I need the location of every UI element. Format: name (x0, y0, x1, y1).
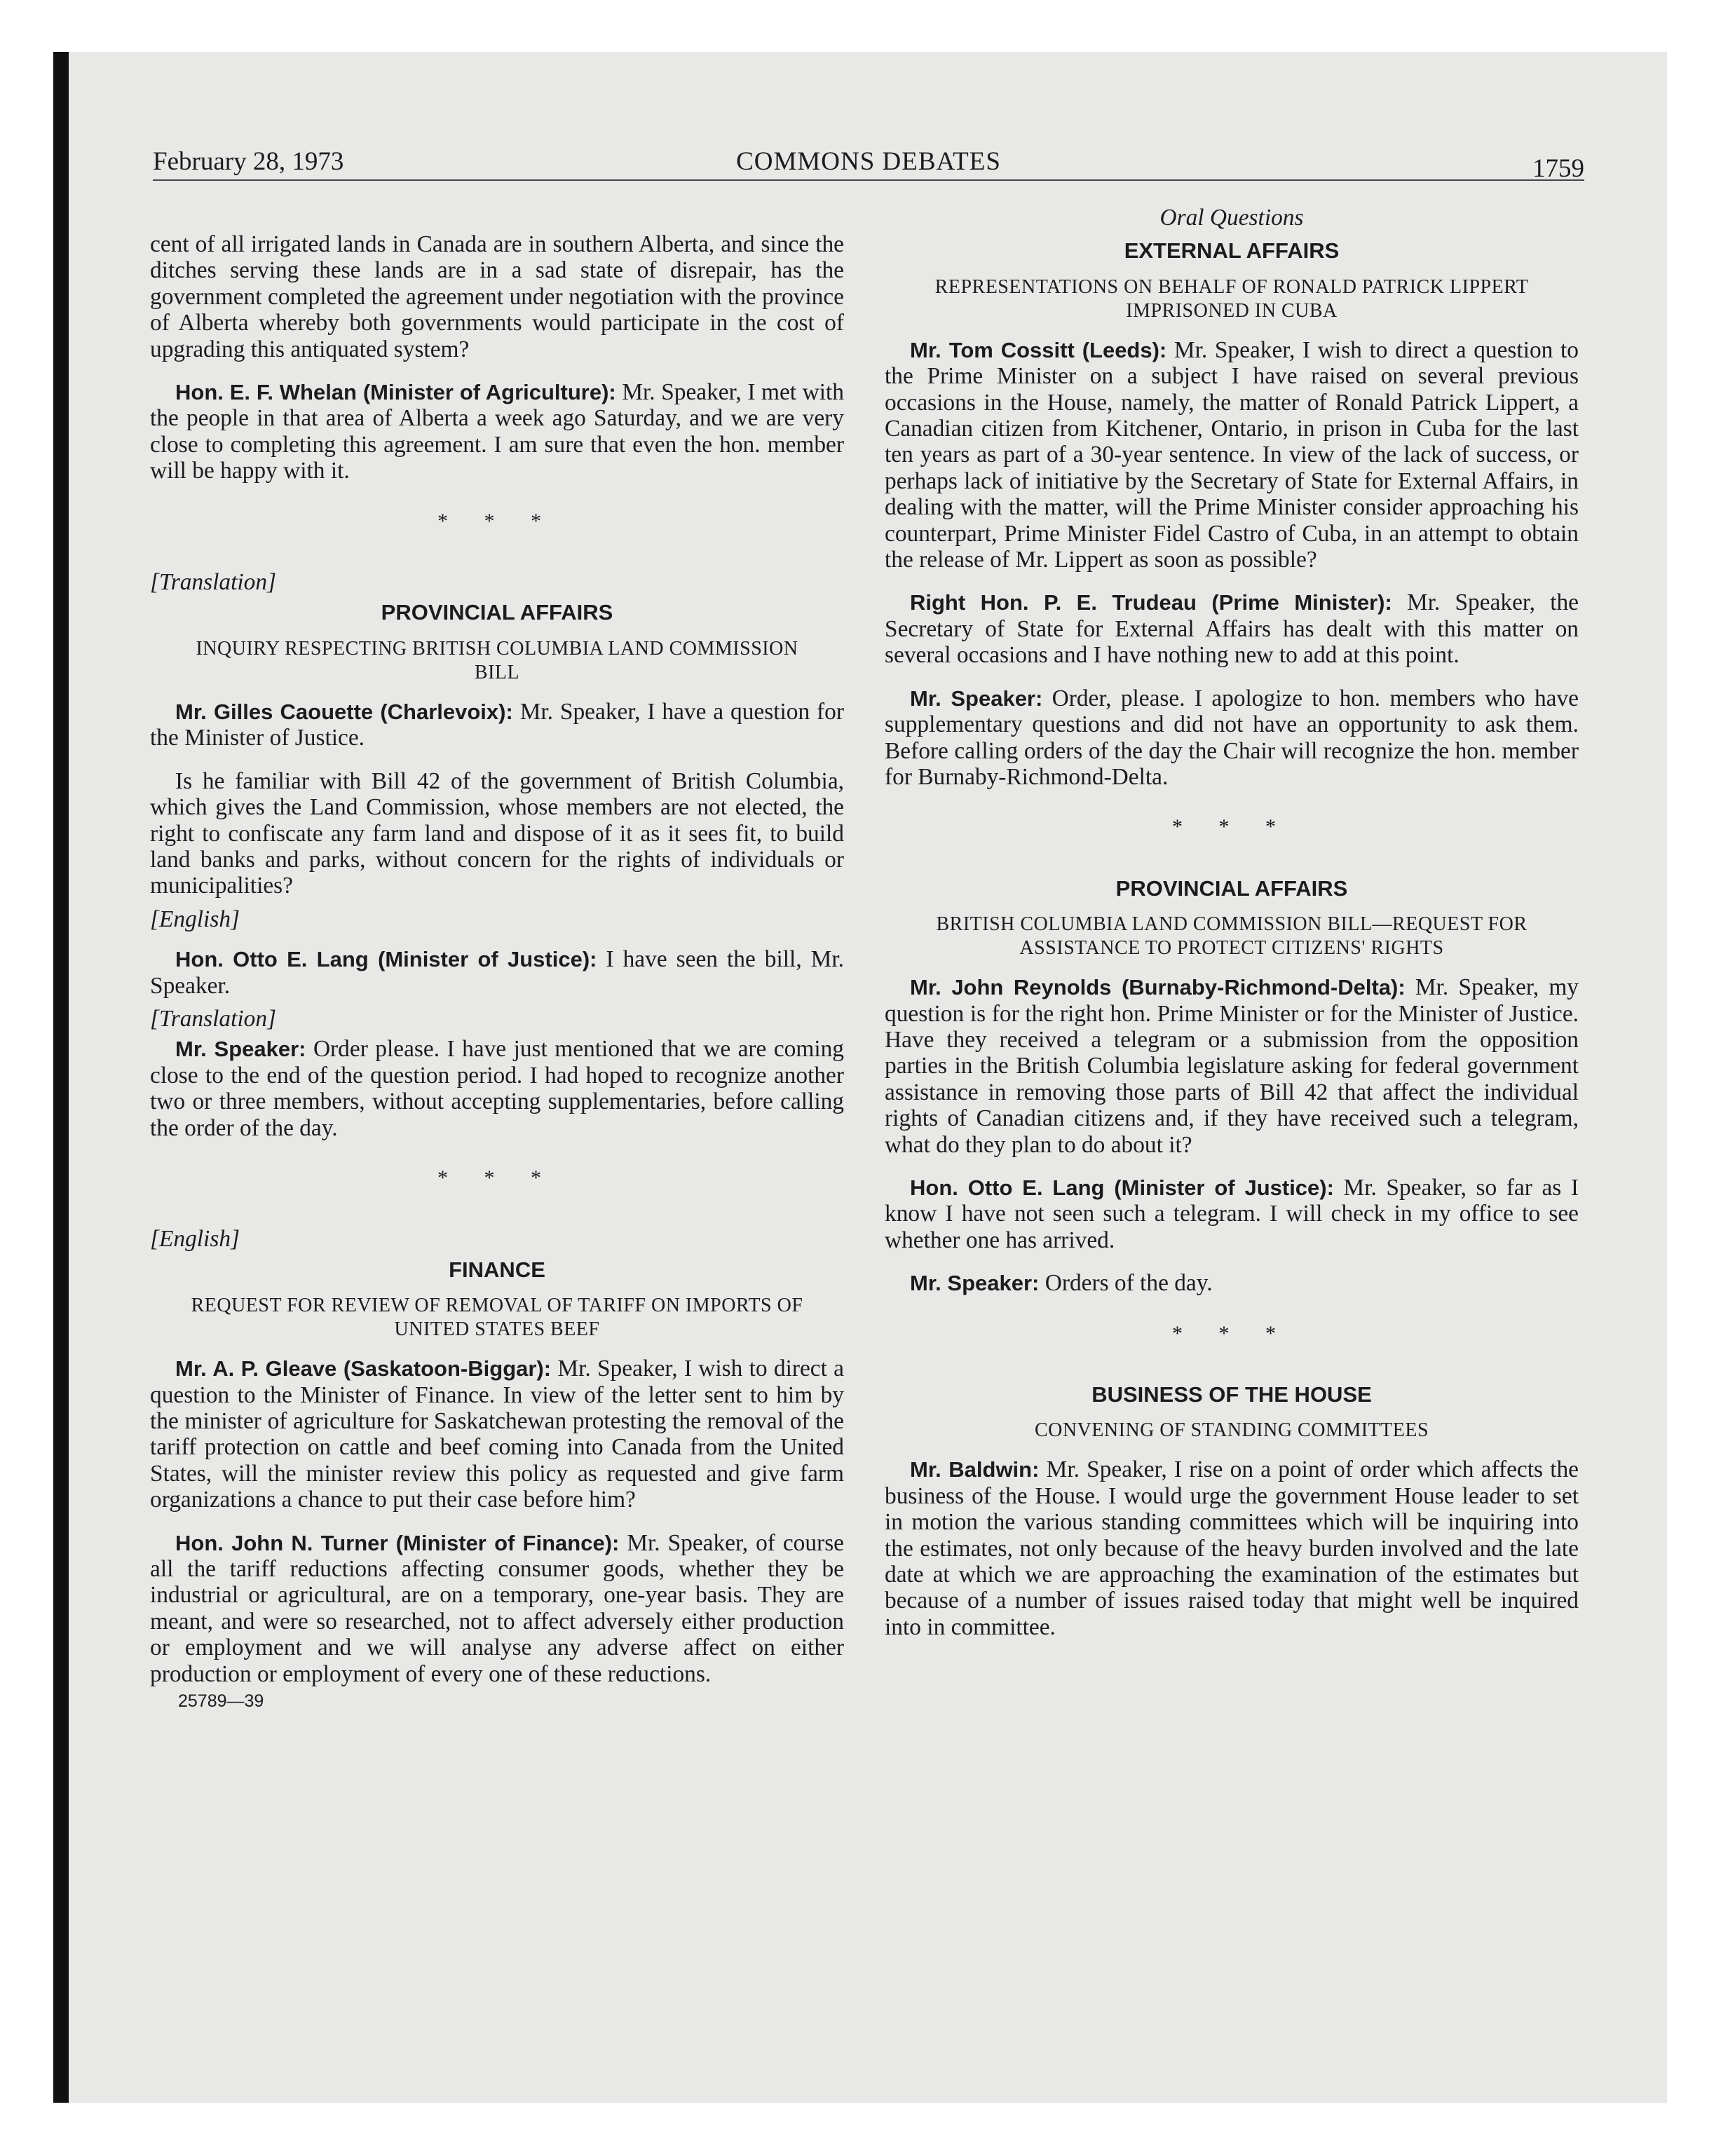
speech-text: I have seen the bill, Mr. Speaker. (150, 946, 844, 999)
speaker-name: Hon. Otto E. Lang (Minister of Justice): (175, 947, 597, 972)
language-tag: [Translation] (150, 569, 277, 596)
language-tag: [Translation] (150, 1005, 277, 1032)
section-separator: * * * (437, 1166, 557, 1189)
section-heading: BUSINESS OF THE HOUSE (1091, 1382, 1372, 1407)
binding-edge (53, 52, 69, 2103)
paragraph-turner (150, 1530, 844, 1687)
speaker-name: Mr. Speaker: (910, 1271, 1040, 1296)
paragraph-reynolds (885, 974, 1579, 1158)
speech-text: Order, please. I apologize to hon. members who have supplementary questions and did not have an opportunity to ask them. Before calling orders of the day the Chair will recognize the hon. member for Burnaby-Richmond-Delta. (885, 685, 1579, 790)
language-tag: [English] (150, 906, 240, 932)
speech-text: Mr. Speaker, my question is for the right hon. Prime Minister or for the Minister of Justice. Have they received a telegram or a submission from the opposition parties in the British Columbia legislature asking for federal government assistance in removing those parts of Bill 42 that affect the individual rights of Canadian citizens and, if they have received such a telegram, what do they plan to do about it? (885, 974, 1579, 1158)
speech-text: Mr. Speaker, the Secretary of State for External Affairs has dealt with this matter on several occasions and I have nothing new to add at this point. (885, 589, 1579, 669)
section-heading: FINANCE (449, 1257, 545, 1282)
speech-text: Mr. Speaker, so far as I know I have not seen such a telegram. I will check in my office to see whether one has arrived. (885, 1174, 1579, 1253)
section-subheading: CONVENING OF STANDING COMMITTEES (1034, 1419, 1429, 1442)
speech-text: Mr. Speaker, I met with the people in that area of Alberta a week ago Saturday, and we are very close to completing this agreement. I am sure that even the hon. member will be happy with it. (150, 379, 845, 484)
right-column (885, 205, 1579, 1657)
paragraph-speaker-orders (885, 1270, 1579, 1296)
paragraph-speaker (885, 685, 1579, 791)
language-tag: [English] (150, 1226, 240, 1253)
section-subheading: REPRESENTATIONS ON BEHALF OF RONALD PATRICK LIPPERT IMPRISONED IN CUBA (934, 275, 1529, 322)
header-journal-title: COMMONS DEBATES (736, 147, 1001, 176)
left-column (150, 231, 844, 1714)
paragraph-cossitt (885, 337, 1579, 573)
paragraph-whelan (150, 379, 844, 484)
speech-text: Mr. Speaker, I wish to direct a question to the Minister of Finance. In view of the letter sent to him by the minister of agriculture for Saskatchewan protesting the removal of the tariff protection on cattle and beef coming into Canada from the United States, will the minister review this policy as requested and give farm organizations a chance to put their case before him? (150, 1356, 844, 1513)
speech-text: Mr. Speaker, of course all the tariff reductions affecting consumer goods, whether they be industrial or agricultural, are on a temporary, one-year basis. They are meant, and were so researched, not to affect adversely either production or employment and we will analyse any adverse affect on either production or employment of every one of these reductions. (150, 1529, 845, 1687)
speaker-name: Mr. Speaker: (910, 685, 1043, 711)
paragraph-caouette-question: Is he familiar with Bill 42 of the government of British Columbia, which gives the Land Commission, whose members are not elected, the right to confiscate any farm land and dispose of it as it sees fit, to build land banks and parks, without concern for the rights of individuals or municipalities? (150, 767, 844, 899)
speech-text: Mr. Speaker, I wish to direct a question to the Prime Minister on a subject I have raised on several previous occasions in the House, namely, the matter of Ronald Patrick Lippert, a Canadian citizen from Kitchener, Ontario, in prison in Cuba for the last ten years as part of a 30-year sentence. In view of the lack of success, or perhaps lack of initiative by the Secretary of State for External Affairs, in dealing with the matter, will the Prime Minister consider approaching his counterpart, Prime Minister Fidel Castro of Cuba, in an attempt to obtain the release of Mr. Lippert as soon as possible? (885, 336, 1579, 573)
print-signature-code: 25789—39 (178, 1691, 264, 1712)
speaker-name: Hon. John N. Turner (Minister of Finance): (175, 1530, 620, 1555)
paragraph-gleave (150, 1356, 844, 1513)
speaker-name: Mr. Speaker: (175, 1037, 306, 1062)
speaker-name: Mr. A. P. Gleave (Saskatoon-Biggar): (175, 1356, 552, 1381)
paragraph-caouette (150, 699, 844, 751)
speaker-name: Hon. Otto E. Lang (Minister of Justice): (910, 1175, 1334, 1200)
section-subheading: REQUEST FOR REVIEW OF REMOVAL OF TARIFF ON IMPORTS OF UNITED STATES BEEF (191, 1295, 803, 1341)
page-header (153, 144, 1584, 181)
speaker-name: Mr. Tom Cossitt (Leeds): (910, 337, 1167, 362)
speech-text: Orders of the day. (1039, 1270, 1213, 1297)
section-subheading: INQUIRY RESPECTING BRITISH COLUMBIA LAND COMMISSION BILL (196, 637, 798, 683)
speech-text: Order please. I have just mentioned that we are coming close to the end of the question period. I had hoped to recognize another two or three members, without accepting supplementaries, before calling the order of the day. (150, 1036, 844, 1141)
running-section-title: Oral Questions (1159, 205, 1304, 231)
paragraph-lang (150, 946, 844, 999)
paragraph-trudeau (885, 589, 1579, 668)
section-heading: EXTERNAL AFFAIRS (1124, 238, 1340, 264)
speaker-name: Mr. Gilles Caouette (Charlevoix): (175, 699, 513, 724)
speaker-name: Right Hon. P. E. Trudeau (Prime Minister): (910, 590, 1392, 615)
speaker-name: Hon. E. F. Whelan (Minister of Agriculture): (175, 380, 616, 405)
speaker-name: Mr. John Reynolds (Burnaby-Richmond-Delta): (910, 975, 1406, 1000)
paragraph-speaker (150, 1036, 844, 1141)
section-separator: * * * (437, 509, 557, 533)
header-page-number: 1759 (1532, 154, 1584, 183)
section-separator: * * * (1172, 815, 1291, 839)
header-date: February 28, 1973 (153, 147, 344, 176)
paragraph-lang-reply (885, 1175, 1579, 1253)
paragraph-baldwin (885, 1456, 1579, 1640)
section-separator: * * * (1172, 1321, 1291, 1345)
section-heading: PROVINCIAL AFFAIRS (381, 600, 613, 625)
section-subheading: BRITISH COLUMBIA LAND COMMISSION BILL—REQUEST FOR ASSISTANCE TO PROTECT CITIZENS' RIGHTS (936, 913, 1528, 960)
paragraph-irrigation: cent of all irrigated lands in Canada are in southern Alberta, and since the ditches serving these lands are in a sad state of disrepair, has the government completed the agreement under negotiation with the province of Alberta whereby both governments would participate in the cost of upgrading this antiquated system? (150, 231, 844, 362)
speech-text: Mr. Speaker, I have a question for the Minister of Justice. (150, 698, 844, 751)
speech-text: Mr. Speaker, I rise on a point of order which affects the business of the House. I would urge the government House leader to set in motion the various standing committees which will be inquiring into the estimates, not only because of the heavy burden involved and the late date at which we are approaching the examination of the estimates but because of a number of issues raised today that might well be inquired into in committee. (885, 1456, 1579, 1640)
section-heading: PROVINCIAL AFFAIRS (1115, 875, 1348, 901)
speaker-name: Mr. Baldwin: (910, 1457, 1040, 1482)
